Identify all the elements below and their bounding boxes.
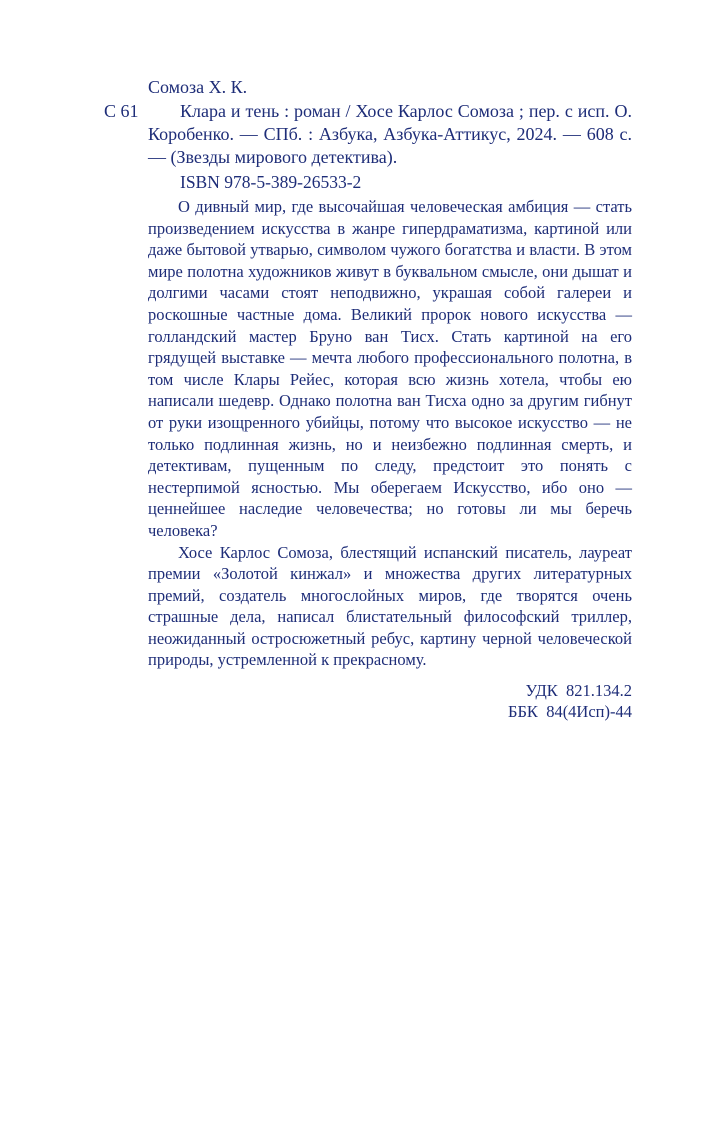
classification-codes (148, 680, 632, 722)
isbn: ISBN 978-5-389-26533-2 (180, 172, 362, 192)
copyright-page (104, 76, 632, 722)
bbk-code: ББК 84(4Исп)-44 (507, 702, 632, 722)
udc-code: УДК 821.134.2 (525, 681, 632, 701)
bibliographic-entry: Клара и тень : роман / Хосе Карлос Сомоза ; пер. с исп. О. Коробенко. — СПб. : Азбука, Азбука-Аттикус, 2024. — 608 с. — (Звезды мирового детектива). (148, 101, 632, 167)
annotation-paragraph: Хосе Карлос Сомоза, блестящий испанский писатель, лауреат премии «Золотой кинжал» и множества других литературных премий, создатель многослойных миров, где творятся очень страшные дела, написал блистательный философский триллер, неожиданный остросюжетный ребус, картину черной человеческой природы, устремленной к прекрасному. (148, 542, 632, 670)
classification-code: С 61 (104, 101, 139, 121)
annotation-paragraph: О дивный мир, где высочайшая человеческая амбиция — стать произведением искусства в жанре гипердраматизма, картиной или даже бытовой утварью, символом чужого богатства и власти. В этом мире полотна художников живут в буквальном смысле, они дышат и долгими часами стоят неподвижно, украшая собой галереи и роскошные частные дома. Великий пророк нового искусства — голландский мастер Бруно ван Тисх. Стать картиной на его грядущей выставке — мечта любого профессионального полотна, в том числе Клары Рейес, которая всю жизнь хотела, чтобы ею написали шедевр. Однако полотна ван Тисха одно за другим гибнут от руки изощренного убийцы, потому что высокое искусство — не только подлинная жизнь, но и неизбежно подлинная смерть, и детективам, пущенным по следу, предстоит это понять с нестерпимой ясностью. Мы оберегаем Искусство, ибо оно — ценнейшее наследие человечества; но готовы ли мы беречь человека? (148, 197, 632, 540)
author-heading: Сомоза Х. К. (148, 77, 248, 97)
annotation (148, 196, 632, 671)
bibliographic-block (104, 100, 632, 169)
